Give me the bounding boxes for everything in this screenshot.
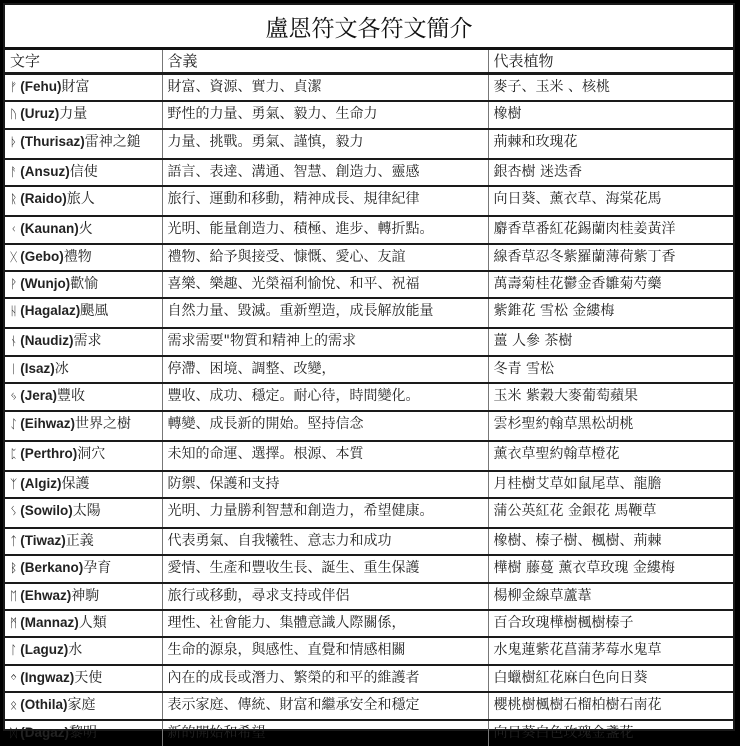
table-row (5, 159, 733, 186)
rune-glyph-icon: ᛊ (10, 503, 18, 518)
meaning-cell: 財富、資源、實力、貞潔 (162, 74, 488, 102)
table-row (5, 74, 733, 102)
page-title: 盧恩符文各符文簡介 (5, 5, 733, 50)
rune-glyph-icon: ᛒ (10, 561, 18, 576)
meaning-cell: 愛情、生產和豐收生長、誕生、重生保護 (162, 555, 488, 582)
plants-cell: 雲杉聖約翰草黑松胡桃 (488, 411, 733, 441)
plants-cell: 線香草忍冬紫羅蘭薄荷紫丁香 (488, 244, 733, 271)
plants-cell: 百合玫瑰樺樹楓樹榛子 (488, 610, 733, 637)
rune-glyph-icon: ᛜ (10, 670, 18, 685)
rune-glyph-icon: ᚢ (10, 107, 18, 122)
rune-chinese-name: 神駒 (71, 587, 100, 604)
meaning-cell: 語言、表達、溝通、智慧、創造力、靈感 (162, 159, 488, 186)
rune-glyph-icon: ᛟ (10, 698, 18, 713)
rune-glyph-icon: ᛈ (10, 446, 18, 461)
plants-cell: 月桂樹艾草如鼠尾草、龍膽 (488, 471, 733, 498)
meaning-cell: 光明、力量勝利智慧和創造力，希望健康。 (162, 498, 488, 528)
rune-glyph-icon: ᚨ (10, 164, 18, 179)
rune-cell (5, 101, 162, 128)
rune-latin-name: (Eihwaz) (20, 415, 75, 431)
rune-cell (5, 665, 162, 692)
rune-chinese-name: 力量 (59, 106, 88, 123)
plants-cell: 薑 人參 茶樹 (488, 328, 733, 355)
rune-glyph-icon: ᚠ (10, 80, 18, 94)
document-frame (3, 3, 735, 741)
plants-cell: 白蠟樹紅花麻白色向日葵 (488, 665, 733, 692)
table-row (5, 356, 733, 383)
table-row (5, 298, 733, 328)
plants-cell: 橡樹 (488, 101, 733, 128)
plants-cell: 冬青 雪松 (488, 356, 733, 383)
header-rune: 文字 (5, 50, 162, 74)
rune-chinese-name: 人類 (78, 615, 107, 632)
rune-cell (5, 159, 162, 186)
rune-latin-name: (Sowilo) (20, 502, 73, 518)
meaning-cell: 生命的源泉，與感性、直覺和情感相關 (162, 637, 488, 664)
rune-chinese-name: 水 (68, 642, 83, 659)
rune-latin-name: (Thurisaz) (20, 133, 85, 149)
rune-glyph-icon: ᚹ (10, 276, 18, 291)
rune-chinese-name: 洞穴 (77, 445, 106, 462)
table-row (5, 555, 733, 582)
rune-latin-name: (Algiz) (20, 475, 62, 491)
meaning-cell: 旅行或移動，尋求支持或伴侶 (162, 583, 488, 610)
rune-chinese-name: 火 (78, 221, 93, 238)
rune-chinese-name: 需求 (73, 333, 102, 350)
rune-cell (5, 555, 162, 582)
rune-cell (5, 610, 162, 637)
rune-latin-name: (Perthro) (20, 445, 78, 461)
table-row (5, 665, 733, 692)
meaning-cell: 力量、挑戰。勇氣、謹慎，毅力 (162, 129, 488, 159)
rune-latin-name: (Tiwaz) (20, 532, 66, 548)
meaning-cell: 旅行、運動和移動，精神成長、規律紀律 (162, 186, 488, 216)
plants-cell: 橡樹、榛子樹、楓樹、荊棘 (488, 528, 733, 555)
table-row (5, 471, 733, 498)
rune-cell (5, 129, 162, 159)
rune-chinese-name: 颶風 (80, 303, 109, 320)
rune-cell (5, 637, 162, 664)
meaning-cell: 理性、社會能力、集體意識人際關係， (162, 610, 488, 637)
table-row (5, 528, 733, 555)
plants-cell: 櫻桃樹楓樹石榴柏樹石南花 (488, 692, 733, 719)
rune-chinese-name: 太陽 (72, 502, 101, 519)
rune-cell (5, 244, 162, 271)
rune-cell (5, 411, 162, 441)
rune-glyph-icon: ᚷ (10, 249, 18, 264)
rune-chinese-name: 歡愉 (70, 275, 99, 292)
header-plants: 代表植物 (488, 50, 733, 74)
rune-cell (5, 216, 162, 243)
rune-glyph-icon: ᚱ (10, 192, 18, 207)
rune-latin-name: (Ehwaz) (20, 587, 72, 603)
meaning-cell: 需求需要"物質和精神上的需求 (162, 328, 488, 355)
rune-cell (5, 271, 162, 298)
rune-cell (5, 583, 162, 610)
meaning-cell: 未知的命運、選擇。根源、本質 (162, 441, 488, 471)
rune-table (5, 50, 733, 746)
table-row (5, 383, 733, 410)
table-row (5, 637, 733, 664)
rune-latin-name: (Wunjo) (20, 275, 71, 291)
rune-glyph-icon: ᛖ (10, 588, 18, 603)
meaning-cell: 豐收、成功、穩定。耐心待，時間變化。 (162, 383, 488, 410)
table-row (5, 271, 733, 298)
rune-chinese-name: 天使 (74, 669, 103, 686)
rune-chinese-name: 家庭 (67, 697, 96, 714)
table-row (5, 411, 733, 441)
plants-cell: 麥子、玉米 、核桃 (488, 74, 733, 102)
table-row (5, 692, 733, 719)
meaning-cell: 自然力量、毀滅。重新塑造，成長解放能量 (162, 298, 488, 328)
table-row (5, 101, 733, 128)
rune-chinese-name: 孕育 (83, 560, 112, 577)
rune-latin-name: (Gebo) (20, 248, 64, 264)
rune-glyph-icon: ᛏ (10, 533, 18, 548)
table-row (5, 498, 733, 528)
rune-glyph-icon: ᛁ (10, 361, 18, 376)
rune-cell (5, 383, 162, 410)
header-meaning: 含義 (162, 50, 488, 74)
meaning-cell: 防禦、保護和支持 (162, 471, 488, 498)
meaning-cell: 新的開始和希望 (162, 720, 488, 746)
meaning-cell: 代表勇氣、自我犧牲、意志力和成功 (162, 528, 488, 555)
meaning-cell: 野性的力量、勇氣、毅力、生命力 (162, 101, 488, 128)
rune-chinese-name: 雷神之鎚 (84, 133, 141, 150)
rune-chinese-name: 旅人 (66, 191, 95, 208)
rune-latin-name: (Isaz) (20, 360, 55, 376)
table-row (5, 244, 733, 271)
rune-glyph-icon: ᛚ (10, 643, 18, 658)
table-row (5, 328, 733, 355)
rune-glyph-icon: ᛃ (10, 389, 18, 404)
plants-cell: 紫錐花 雪松 金縷梅 (488, 298, 733, 328)
table-row (5, 129, 733, 159)
plants-cell: 荊棘和玫瑰花 (488, 129, 733, 159)
rune-chinese-name: 正義 (65, 532, 94, 549)
plants-cell: 向日葵白色玫瑰金盞花 (488, 720, 733, 746)
rune-latin-name: (Naudiz) (20, 333, 74, 349)
plants-cell: 向日葵、薰衣草、海棠花馬 (488, 186, 733, 216)
rune-latin-name: (Mannaz) (20, 615, 79, 631)
rune-latin-name: (Kaunan) (20, 221, 79, 237)
meaning-cell: 轉變、成長新的開始。堅持信念 (162, 411, 488, 441)
plants-cell: 麝香草番紅花錫蘭肉桂姜黃洋 (488, 216, 733, 243)
table-row (5, 216, 733, 243)
rune-cell (5, 328, 162, 355)
meaning-cell: 內在的成長或潛力、繁榮的和平的維護者 (162, 665, 488, 692)
rune-cell (5, 528, 162, 555)
meaning-cell: 停滯、困境、調整、改變， (162, 356, 488, 383)
table-row (5, 583, 733, 610)
rune-latin-name: (Berkano) (20, 560, 84, 576)
rune-cell (5, 298, 162, 328)
rune-chinese-name: 財富 (61, 79, 90, 95)
plants-cell: 水鬼蓮紫花菖蒲茅莓水鬼草 (488, 637, 733, 664)
table-row (5, 720, 733, 746)
rune-cell (5, 356, 162, 383)
rune-chinese-name: 禮物 (63, 248, 92, 265)
plants-cell: 楊柳金線草蘆葦 (488, 583, 733, 610)
rune-latin-name: (Dagaz) (20, 724, 69, 740)
rune-glyph-icon: ᛉ (10, 476, 18, 491)
meaning-cell: 光明、能量創造力、積極、進步、轉折點。 (162, 216, 488, 243)
rune-latin-name: (Uruz) (20, 106, 60, 122)
meaning-cell: 喜樂、樂趣、光榮福利愉悅、和平、祝福 (162, 271, 488, 298)
table-header-row (5, 50, 733, 74)
rune-chinese-name: 信使 (69, 163, 98, 180)
rune-cell (5, 471, 162, 498)
rune-cell (5, 498, 162, 528)
plants-cell: 銀杏樹 迷迭香 (488, 159, 733, 186)
rune-glyph-icon: ᛗ (10, 616, 18, 631)
rune-latin-name: (Raido) (20, 191, 67, 207)
meaning-cell: 禮物、給予與接受、慷慨、愛心、友誼 (162, 244, 488, 271)
rune-chinese-name: 豐收 (56, 388, 85, 405)
rune-glyph-icon: ᛞ (10, 725, 18, 740)
rune-cell (5, 720, 162, 746)
rune-cell (5, 692, 162, 719)
rune-glyph-icon: ᚾ (10, 334, 18, 349)
rune-glyph-icon: ᚦ (10, 134, 18, 149)
table-row (5, 610, 733, 637)
rune-chinese-name: 世界之樹 (74, 415, 131, 432)
rune-cell (5, 74, 162, 102)
rune-latin-name: (Jera) (20, 388, 57, 404)
rune-glyph-icon: ᚲ (10, 222, 18, 237)
plants-cell: 玉米 紫穀大麥葡萄蘋果 (488, 383, 733, 410)
rune-cell (5, 186, 162, 216)
rune-latin-name: (Ansuz) (20, 163, 70, 179)
rune-glyph-icon: ᛇ (10, 416, 18, 431)
rune-latin-name: (Fehu) (20, 79, 62, 94)
rune-cell (5, 441, 162, 471)
rune-chinese-name: 黎明 (68, 724, 97, 741)
rune-latin-name: (Ingwaz) (20, 669, 75, 685)
plants-cell: 萬壽菊桂花鬱金香雛菊芍藥 (488, 271, 733, 298)
rune-latin-name: (Laguz) (20, 642, 69, 658)
rune-chinese-name: 冰 (54, 360, 69, 377)
rune-glyph-icon: ᚺ (10, 304, 18, 319)
table-row (5, 186, 733, 216)
table-row (5, 441, 733, 471)
meaning-cell: 表示家庭、傳統、財富和繼承安全和穩定 (162, 692, 488, 719)
plants-cell: 樺樹 藤蔓 薰衣草玫瑰 金縷梅 (488, 555, 733, 582)
plants-cell: 薰衣草聖約翰草橙花 (488, 441, 733, 471)
rune-latin-name: (Othila) (20, 697, 68, 713)
plants-cell: 蒲公英紅花 金銀花 馬鞭草 (488, 498, 733, 528)
rune-chinese-name: 保護 (61, 475, 90, 492)
rune-latin-name: (Hagalaz) (20, 303, 81, 319)
